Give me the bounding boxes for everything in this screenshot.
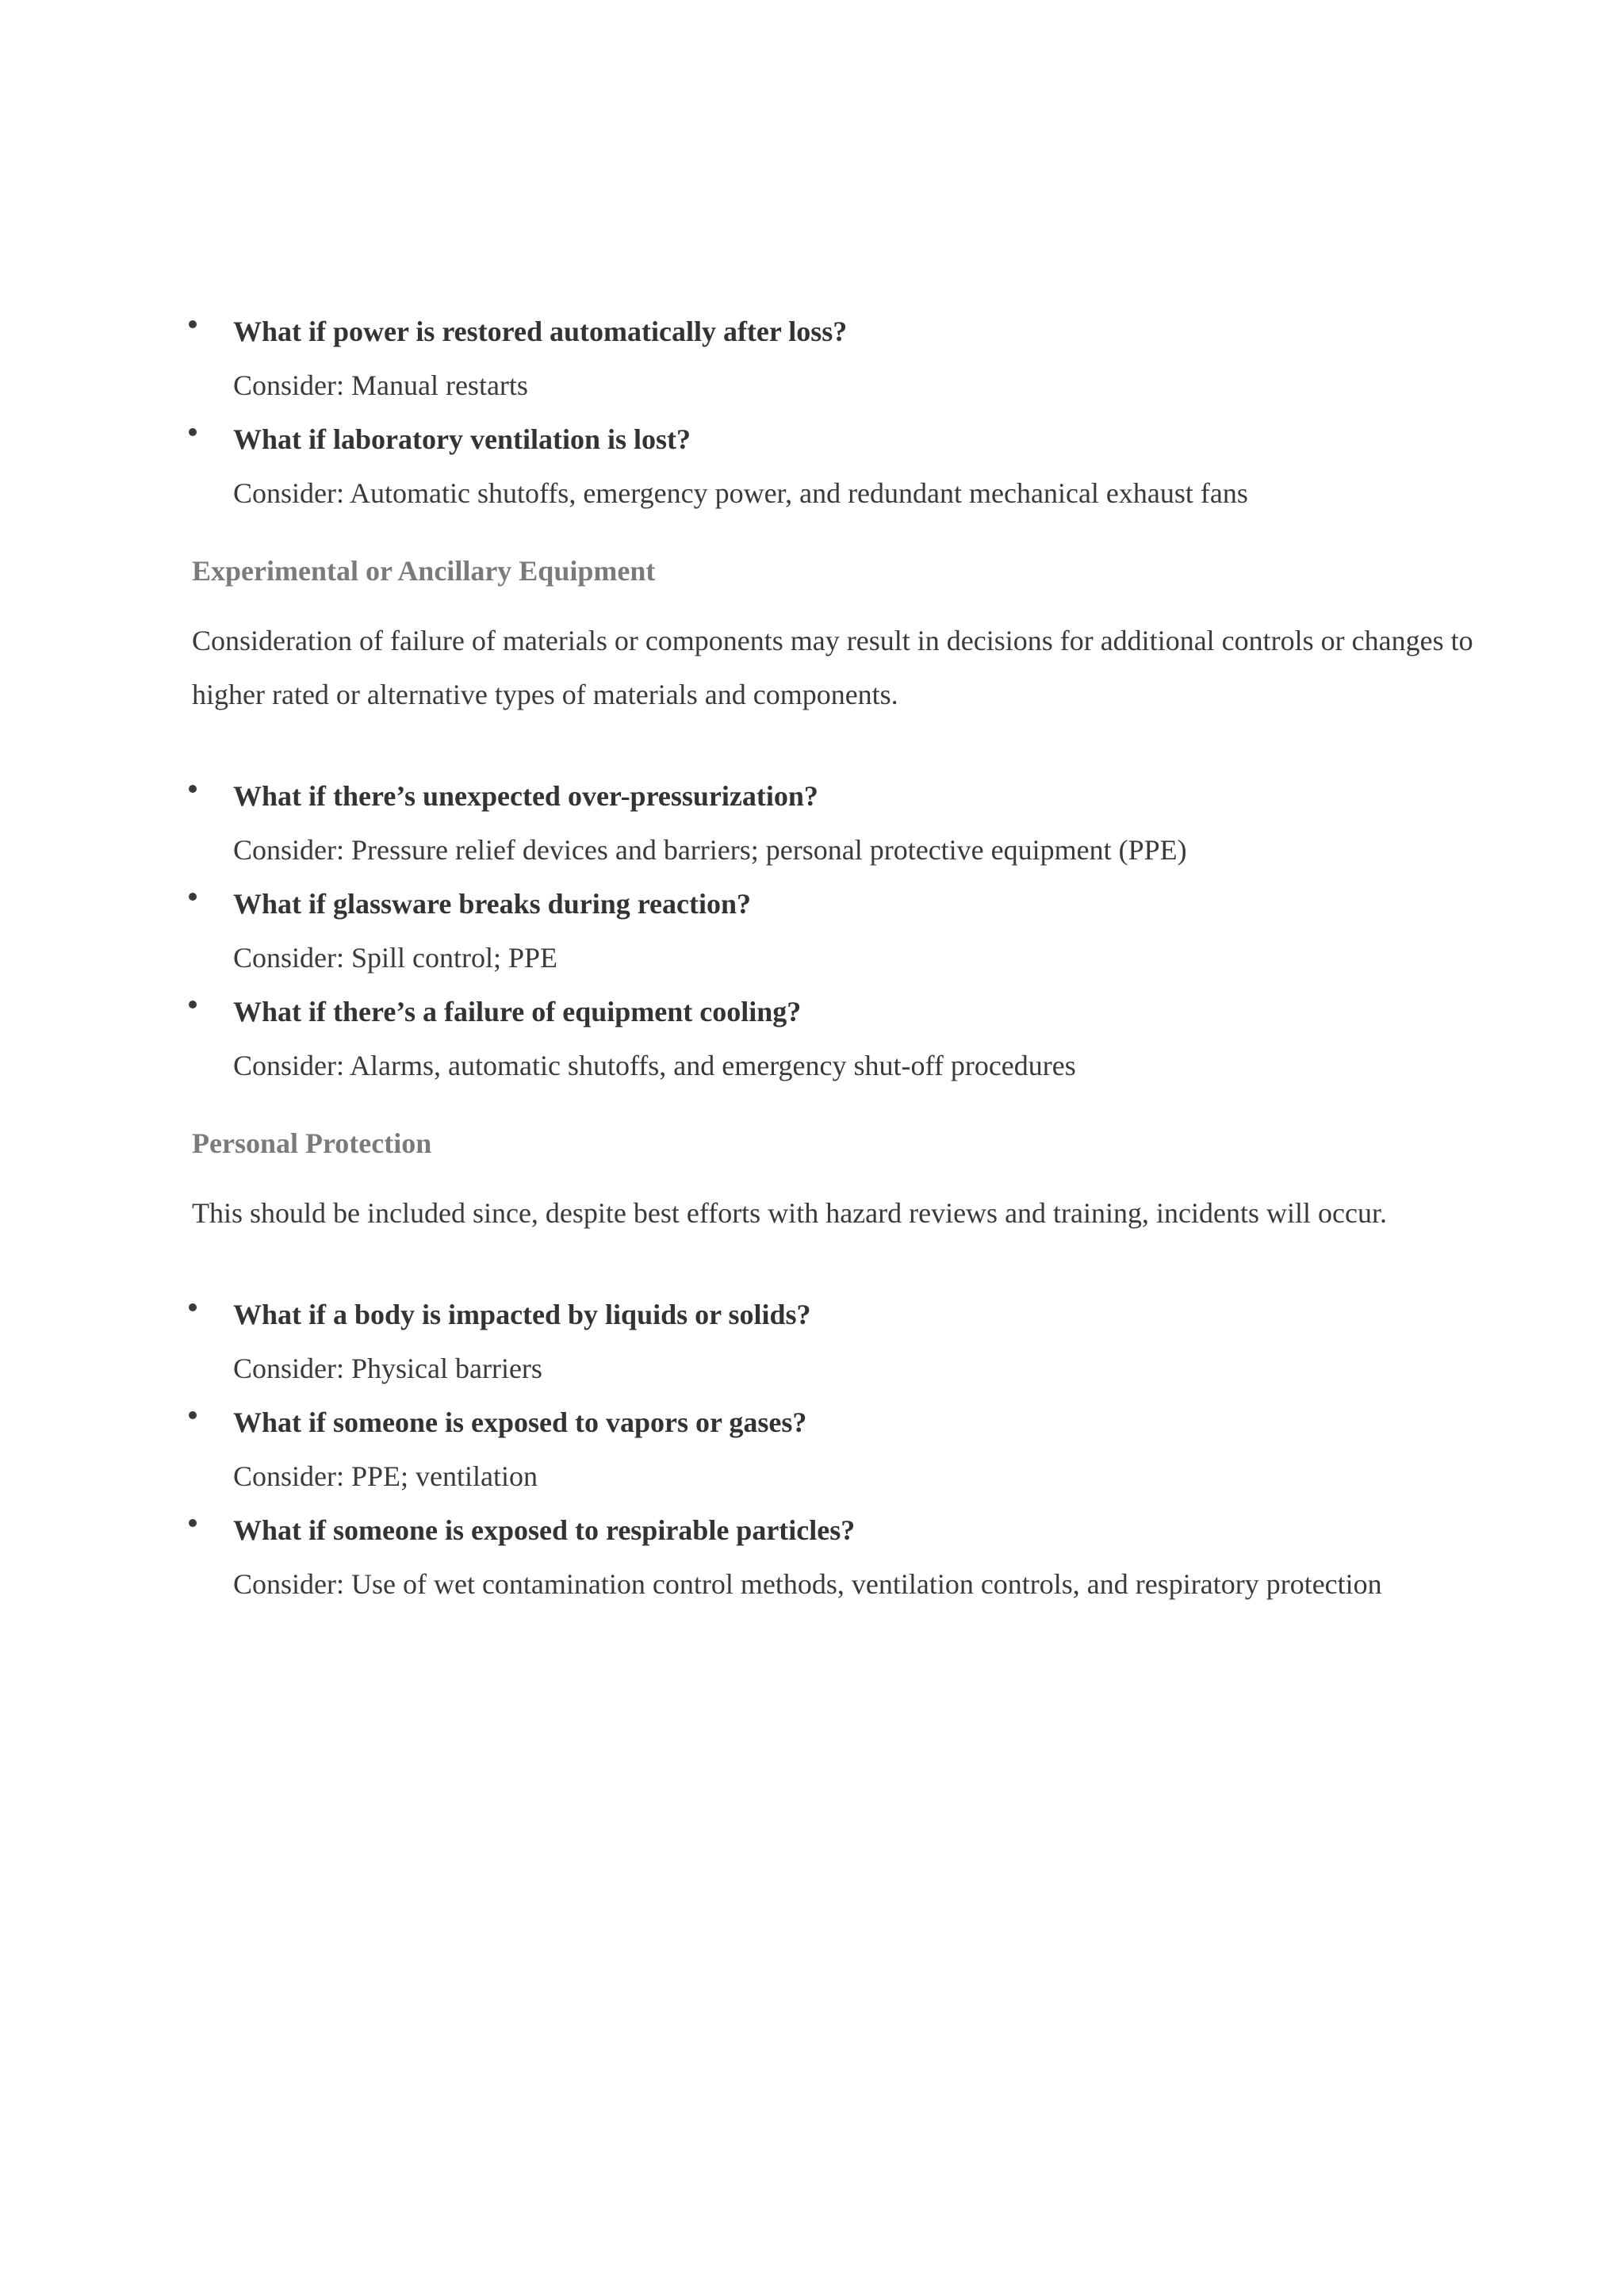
list-item	[192, 304, 1477, 412]
question-text: What if someone is exposed to vapors or gases?	[233, 1406, 807, 1438]
list-item	[192, 1288, 1477, 1395]
section-heading: Personal Protection	[192, 1127, 432, 1159]
question-text: What if power is restored automatically after loss?	[233, 316, 848, 347]
section-heading: Experimental or Ancillary Equipment	[192, 555, 656, 587]
answer-text: Consider: Spill control; PPE	[233, 942, 558, 974]
bullet-icon	[189, 1519, 197, 1527]
personal-protection-list	[192, 1288, 1477, 1611]
bullet-icon	[189, 1411, 197, 1419]
list-item	[192, 1395, 1477, 1503]
question-text: What if a body is impacted by liquids or solids?	[233, 1299, 811, 1330]
section-paragraph: This should be included since, despite best efforts with hazard reviews and training, incidents will occur.	[192, 1197, 1387, 1229]
bullet-icon	[189, 320, 197, 328]
list-item	[192, 985, 1477, 1093]
list-item	[192, 412, 1477, 520]
list-item	[192, 1503, 1477, 1611]
question-text: What if someone is exposed to respirable particles?	[233, 1514, 856, 1546]
list-item	[192, 769, 1477, 877]
answer-text: Consider: Automatic shutoffs, emergency power, and redundant mechanical exhaust fans	[233, 477, 1248, 509]
question-text: What if laboratory ventilation is lost?	[233, 423, 691, 455]
section-paragraph: Consideration of failure of materials or components may result in decisions for additional controls or changes to higher rated or alternative types of materials and components.	[192, 625, 1473, 710]
answer-text: Consider: PPE; ventilation	[233, 1460, 538, 1492]
bullet-icon	[189, 785, 197, 793]
question-text: What if there’s unexpected over-pressurization?	[233, 780, 818, 812]
answer-text: Consider: Use of wet contamination control methods, ventilation controls, and respiratory protection	[233, 1568, 1382, 1600]
answer-text: Consider: Pressure relief devices and barriers; personal protective equipment (PPE)	[233, 834, 1187, 866]
list-item	[192, 877, 1477, 985]
equipment-list	[192, 769, 1477, 1093]
bullet-icon	[189, 1001, 197, 1008]
answer-text: Consider: Physical barriers	[233, 1353, 542, 1384]
bullet-icon	[189, 1303, 197, 1311]
answer-text: Consider: Manual restarts	[233, 369, 528, 401]
ventilation-power-list	[192, 304, 1477, 520]
document-content	[192, 304, 1477, 1611]
question-text: What if glassware breaks during reaction?	[233, 888, 752, 920]
bullet-icon	[189, 428, 197, 436]
bullet-icon	[189, 893, 197, 901]
answer-text: Consider: Alarms, automatic shutoffs, and emergency shut-off procedures	[233, 1050, 1076, 1081]
question-text: What if there’s a failure of equipment cooling?	[233, 996, 802, 1027]
